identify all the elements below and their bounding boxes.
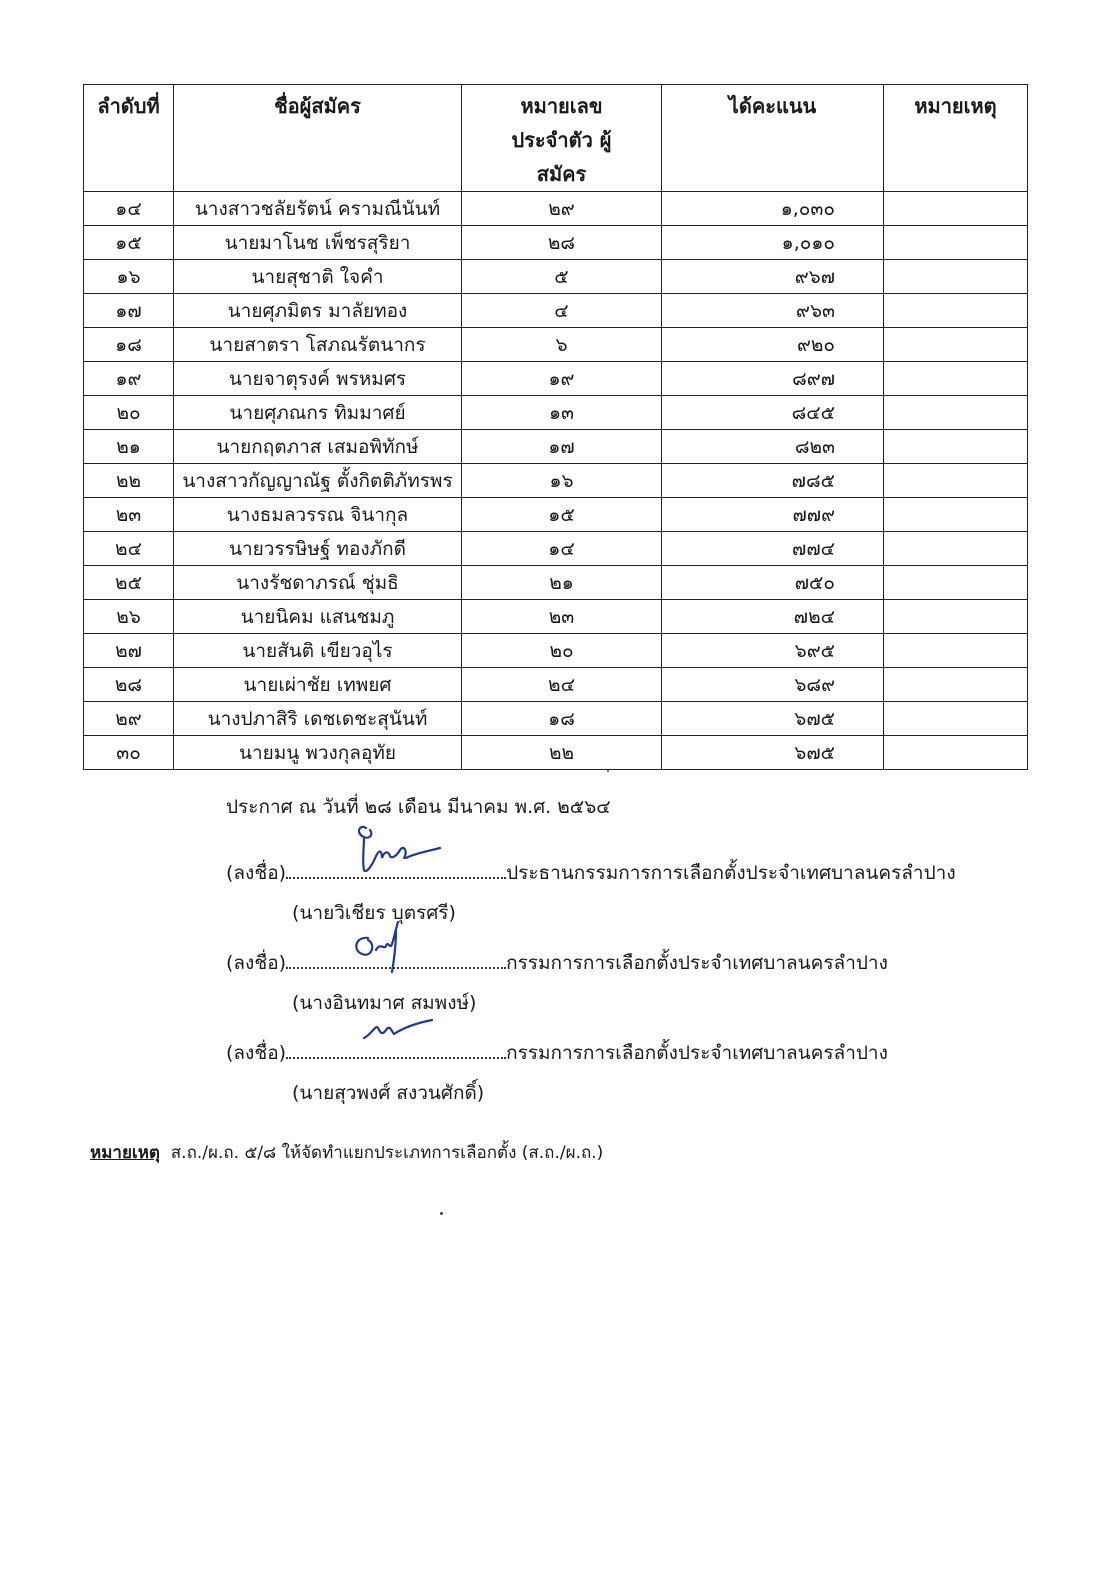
- cell-no: ๒๕: [84, 566, 174, 600]
- signature-block-3: [226, 1038, 888, 1108]
- cell-name: นางปภาสิริ เดชเดชะสุนันท์: [174, 702, 462, 736]
- cell-name: นายเผ่าชัย เทพยศ: [174, 668, 462, 702]
- table-row: [84, 294, 1028, 328]
- cell-score: ๗๒๔: [662, 600, 884, 634]
- cell-name: นายสุชาติ ใจคำ: [174, 260, 462, 294]
- cell-name: นายจาตุรงค์ พรหมศร: [174, 362, 462, 396]
- cell-score: ๗๗๙: [662, 498, 884, 532]
- header-candidate-no: หมายเลขประจำตัว ผู้สมัคร: [462, 85, 662, 192]
- sign-label: (ลงชื่อ): [226, 862, 287, 884]
- sign-label: (ลงชื่อ): [226, 952, 287, 974]
- table-row: [84, 566, 1028, 600]
- footnote: [90, 1139, 603, 1166]
- signature-block-1: [226, 858, 956, 928]
- scan-speck: [440, 1212, 443, 1215]
- cell-candidate-no: ๑๔: [462, 532, 662, 566]
- cell-name: นายวรรษิษฐ์ ทองภักดี: [174, 532, 462, 566]
- cell-no: ๒๘: [84, 668, 174, 702]
- cell-candidate-no: ๒๙: [462, 192, 662, 226]
- cell-score: ๖๙๕: [662, 634, 884, 668]
- cell-note: [884, 396, 1028, 430]
- header-no: ลำดับที่: [84, 85, 174, 192]
- cell-no: ๑๙: [84, 362, 174, 396]
- cell-note: [884, 362, 1028, 396]
- cell-name: นายศุภมิตร มาลัยทอง: [174, 294, 462, 328]
- cell-name: นายกฤตภาส เสมอพิทักษ์: [174, 430, 462, 464]
- cell-score: ๙๒๐: [662, 328, 884, 362]
- cell-name: นางธมลวรรณ จินากุล: [174, 498, 462, 532]
- cell-score: ๖๗๕: [662, 702, 884, 736]
- handwritten-signature-2: [346, 920, 416, 974]
- cell-candidate-no: ๒๘: [462, 226, 662, 260]
- cell-note: [884, 532, 1028, 566]
- table-row: [84, 702, 1028, 736]
- table-row: [84, 260, 1028, 294]
- cell-note: [884, 192, 1028, 226]
- cell-name: นายมนู พวงกุลอุทัย: [174, 736, 462, 770]
- table-row: [84, 634, 1028, 668]
- cell-candidate-no: ๖: [462, 328, 662, 362]
- signer-name: (นายสุวพงศ์ สงวนศักดิ์): [292, 1082, 485, 1104]
- cell-score: ๘๒๓: [662, 430, 884, 464]
- cell-name: นายศุภณกร ทิมมาศย์: [174, 396, 462, 430]
- cell-candidate-no: ๔: [462, 294, 662, 328]
- signer-name: (นางอินทมาศ สมพงษ์): [292, 992, 477, 1014]
- cell-no: ๒๔: [84, 532, 174, 566]
- cell-candidate-no: ๕: [462, 260, 662, 294]
- handwritten-signature-3: [360, 1014, 440, 1044]
- cell-name: นางสาวชลัยรัตน์ ครามณีนันท์: [174, 192, 462, 226]
- table-body: [84, 192, 1028, 770]
- cell-no: ๒๒: [84, 464, 174, 498]
- cell-candidate-no: ๑๖: [462, 464, 662, 498]
- cell-score: ๑,๐๑๐: [662, 226, 884, 260]
- cell-no: ๑๗: [84, 294, 174, 328]
- cell-score: ๘๔๕: [662, 396, 884, 430]
- table-row: [84, 668, 1028, 702]
- cell-note: [884, 634, 1028, 668]
- cell-name: นางสาวกัญญาณัฐ ตั้งกิตติภัทรพร: [174, 464, 462, 498]
- cell-candidate-no: ๑๙: [462, 362, 662, 396]
- header-score: ได้คะแนน: [662, 85, 884, 192]
- cell-note: [884, 430, 1028, 464]
- cell-no: ๒๓: [84, 498, 174, 532]
- cell-note: [884, 260, 1028, 294]
- cell-candidate-no: ๒๒: [462, 736, 662, 770]
- cell-score: ๑,๐๓๐: [662, 192, 884, 226]
- cell-name: นายนิคม แสนชมภู: [174, 600, 462, 634]
- cell-note: [884, 328, 1028, 362]
- table-header-row: [84, 85, 1028, 192]
- cell-no: ๑๘: [84, 328, 174, 362]
- table-row: [84, 192, 1028, 226]
- table-row: [84, 226, 1028, 260]
- cell-score: ๖๘๙: [662, 668, 884, 702]
- cell-candidate-no: ๒๓: [462, 600, 662, 634]
- table-row: [84, 600, 1028, 634]
- cell-note: [884, 736, 1028, 770]
- cell-score: ๙๖๓: [662, 294, 884, 328]
- cell-name: นายสันติ เขียวอุไร: [174, 634, 462, 668]
- cell-candidate-no: ๑๓: [462, 396, 662, 430]
- cell-score: ๗๘๕: [662, 464, 884, 498]
- table-row: [84, 430, 1028, 464]
- announcement-date: ประกาศ ณ วันที่ ๒๘ เดือน มีนาคม พ.ศ. ๒๕๖๔: [226, 796, 611, 818]
- signer-name: (นายวิเชียร บุตรศรี): [292, 902, 456, 924]
- cell-candidate-no: ๒๐: [462, 634, 662, 668]
- cell-no: ๒๐: [84, 396, 174, 430]
- sign-label: (ลงชื่อ): [226, 1042, 287, 1064]
- cell-candidate-no: ๒๑: [462, 566, 662, 600]
- cell-note: [884, 498, 1028, 532]
- cell-no: ๑๕: [84, 226, 174, 260]
- cell-no: ๒๑: [84, 430, 174, 464]
- signer-role: ประธานกรรมการการเลือกตั้งประจำเทศบาลนครลำปาง: [506, 862, 956, 884]
- cell-name: นางรัชดาภรณ์ ชุ่มธิ: [174, 566, 462, 600]
- table-row: [84, 464, 1028, 498]
- cell-score: ๗๕๐: [662, 566, 884, 600]
- header-note: หมายเหตุ: [884, 85, 1028, 192]
- table-row: [84, 736, 1028, 770]
- header-name: ชื่อผู้สมัคร: [174, 85, 462, 192]
- table-row: [84, 362, 1028, 396]
- cell-no: ๒๗: [84, 634, 174, 668]
- signer-role: กรรมการการเลือกตั้งประจำเทศบาลนครลำปาง: [506, 1042, 888, 1064]
- cell-note: [884, 668, 1028, 702]
- cell-candidate-no: ๒๔: [462, 668, 662, 702]
- cell-note: [884, 226, 1028, 260]
- cell-score: ๗๗๔: [662, 532, 884, 566]
- footnote-text: ส.ถ./ผ.ถ. ๕/๘ ให้จัดทำแยกประเภทการเลือกตั้ง (ส.ถ./ผ.ถ.): [170, 1143, 604, 1163]
- cell-note: [884, 702, 1028, 736]
- scan-speck: [607, 770, 609, 772]
- signature-block-2: [226, 948, 888, 1018]
- table-row: [84, 498, 1028, 532]
- cell-candidate-no: ๑๗: [462, 430, 662, 464]
- cell-note: [884, 600, 1028, 634]
- cell-name: นายสาตรา โสภณรัตนากร: [174, 328, 462, 362]
- table-row: [84, 396, 1028, 430]
- cell-candidate-no: ๑๕: [462, 498, 662, 532]
- cell-note: [884, 294, 1028, 328]
- cell-name: นายมาโนช เพ็ชรสุริยา: [174, 226, 462, 260]
- cell-no: ๑๖: [84, 260, 174, 294]
- cell-candidate-no: ๑๘: [462, 702, 662, 736]
- handwritten-signature-1: [352, 822, 452, 878]
- results-table: [83, 84, 1028, 770]
- cell-no: ๒๙: [84, 702, 174, 736]
- cell-no: ๑๔: [84, 192, 174, 226]
- cell-note: [884, 464, 1028, 498]
- cell-no: ๒๖: [84, 600, 174, 634]
- cell-note: [884, 566, 1028, 600]
- table-row: [84, 328, 1028, 362]
- cell-score: ๖๗๕: [662, 736, 884, 770]
- cell-no: ๓๐: [84, 736, 174, 770]
- table-row: [84, 532, 1028, 566]
- signer-role: กรรมการการเลือกตั้งประจำเทศบาลนครลำปาง: [506, 952, 888, 974]
- cell-score: ๙๖๗: [662, 260, 884, 294]
- footnote-label: หมายเหตุ: [90, 1143, 160, 1163]
- cell-score: ๘๙๗: [662, 362, 884, 396]
